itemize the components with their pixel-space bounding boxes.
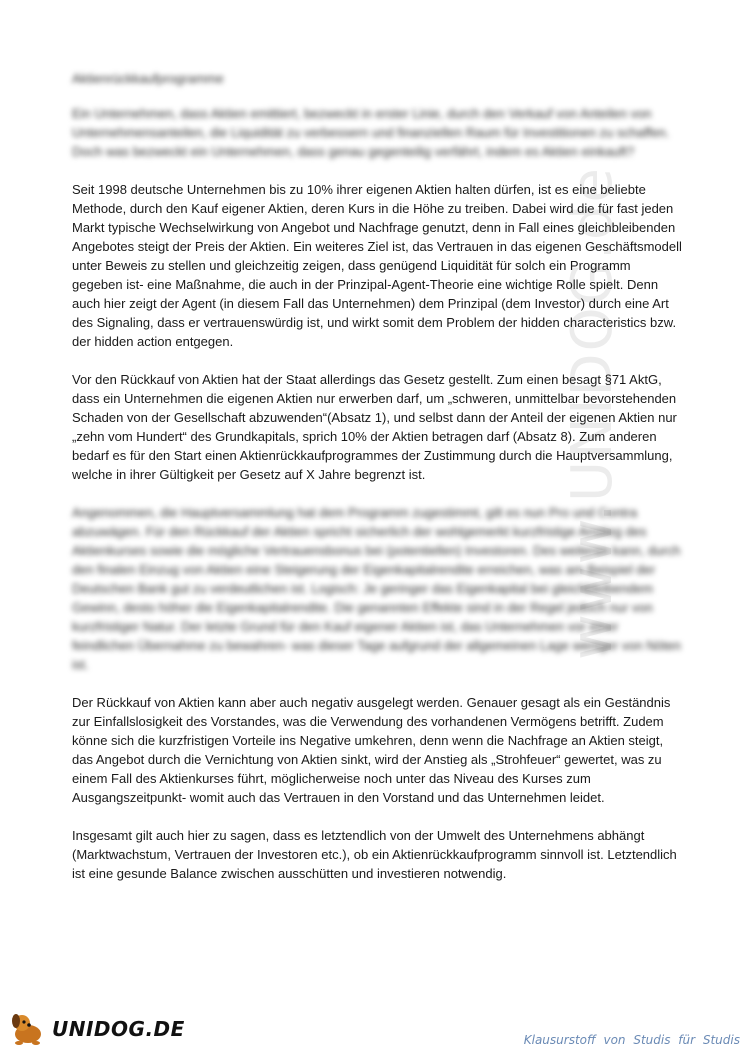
paragraph-1: Ein Unternehmen, dass Aktien emittiert, bezweckt in erster Linie, durch den Verkauf von Anteilen von Unternehmensanteilen, die Liquidität zu verbessern und finanziellen Raum für Investitionen zu schaffen. Doch was bezweckt ein Unternehmen, dass genau gegenteilig verfährt, indem es Aktien einkauft?: [72, 106, 670, 159]
paragraph-6: Insgesamt gilt auch hier zu sagen, dass es letztendlich von der Umwelt des Unternehmens abhängt (Marktwachstum, Vertrauen der Investoren etc.), ob ein Aktienrückkaufprogramm sinnvoll ist. Letztendlich ist eine gesunde Balance zwischen ausschütten und investieren notwendig.: [72, 828, 677, 881]
logo-text: UNIDOG.DE: [52, 1017, 185, 1041]
footer-note: Klausurstoff von Studis für Studis: [523, 1033, 740, 1047]
unidog-logo[interactable]: [8, 1012, 185, 1046]
document-title: Aktienrückkaufprogramme: [72, 71, 224, 86]
dog-icon: [8, 1012, 48, 1046]
paragraph-5: Der Rückkauf von Aktien kann aber auch negativ ausgelegt werden. Genauer gesagt als ein Geständnis zur Einfallslosigkeit des Vorstandes, was die Verwendung des vorhandenen Vermögens betrifft. Zudem könne sich die kurzfristigen Vorteile ins Negative umkehren, denn wenn die Nachfrage an Aktien steigt, das Angebot durch die Vernichtung von Aktien sinkt, wird der Anstieg als „Strohfeuer“ gewertet, was zu einem Fall des Aktienkurses führt, möglicherweise noch unter das Niveau des Kurses zum Ausgangszeitpunkt- womit auch das Vertrauen in den Vorstand und das Unternehmen leidet.: [72, 695, 671, 805]
document-body: [72, 70, 684, 902]
paragraph-2: Seit 1998 deutsche Unternehmen bis zu 10% ihrer eigenen Aktien halten dürfen, ist es eine beliebte Methode, durch den Kauf eigener Aktien, deren Kurs in die Höhe zu treiben. Dabei wird die für fast jeden Markt typische Wechselwirkung von Angebot und Nachfrage genutzt, denn in Fall eines gleichbleibenden Angebotes steigt der Preis der Aktien. Ein weiteres Ziel ist, das Vertrauen in das eigenen Geschäftsmodell unter Beweis zu stellen und gleichzeitig zeigen, dass genügend Liquidität für solch ein Programm gegeben ist- eine Maßnahme, die auch in der Prinzipal-Agent-Theorie eine wichtige Rolle spielt. Denn auch hier zeigt der Agent (in diesem Fall das Unternehmen) dem Prinzipal (dem Investor) durch eine Art des Signaling, dass er vertrauenswürdig ist, und wirkt somit dem Problem der hidden characteristics bzw. der hidden action entgegen.: [72, 182, 682, 349]
paragraph-4: Angenommen, die Hauptversammlung hat dem Programm zugestimmt, gilt es nun Pro und Contra abzuwägen. Für den Rückkauf der Aktien spricht sicherlich der wohlgemerkt kurzfristige Anstieg des Aktienkurses sowie die mögliche Vertrauensbonus bei (potentiellen) Investoren. Des weiteren kann, durch den finalen Einzug von Aktien eine Steigerung der Eigenkapitalrendite erreichen, was am Beispiel der Deutschen Bank gut zu verdeutlichen ist. Logisch: Je geringer das Eigenkapital bei gleichbleibendem Gewinn, desto höher die Eigenkapitalrendite. Die genannten Effekte sind in der Regel jedoch nur von kurzfristiger Natur. Der letzte Grund für den Kauf eigener Aktien ist, das Unternehmen vor einer feindlichen Übernahme zu bewahren- was dieser Tage aufgrund der allgemeinen Lage weniger von Nöten ist.: [72, 505, 681, 672]
watermark: www.UNIDOG.de: [560, 166, 625, 660]
paragraph-3: Vor den Rückkauf von Aktien hat der Staat allerdings das Gesetz gestellt. Zum einen besagt §71 AktG, dass ein Unternehmen die eigenen Aktien nur erwerben darf, um „schweren, unmittelbar bevorstehenden Schaden von der Gesellschaft abzuwenden“(Absatz 1), und selbst dann der Anteil der eigenen Aktien nur „zehn vom Hundert“ des Grundkapitals, sprich 10% der Aktien betragen darf (Absatz 8). Zum anderen bedarf es für den Start einen Aktienrückkaufprogrammes der Zustimmung durch die Hauptversammlung, welche in ihrer Gültigkeit per Gesetz auf X Jahre begrenzt ist.: [72, 372, 677, 482]
